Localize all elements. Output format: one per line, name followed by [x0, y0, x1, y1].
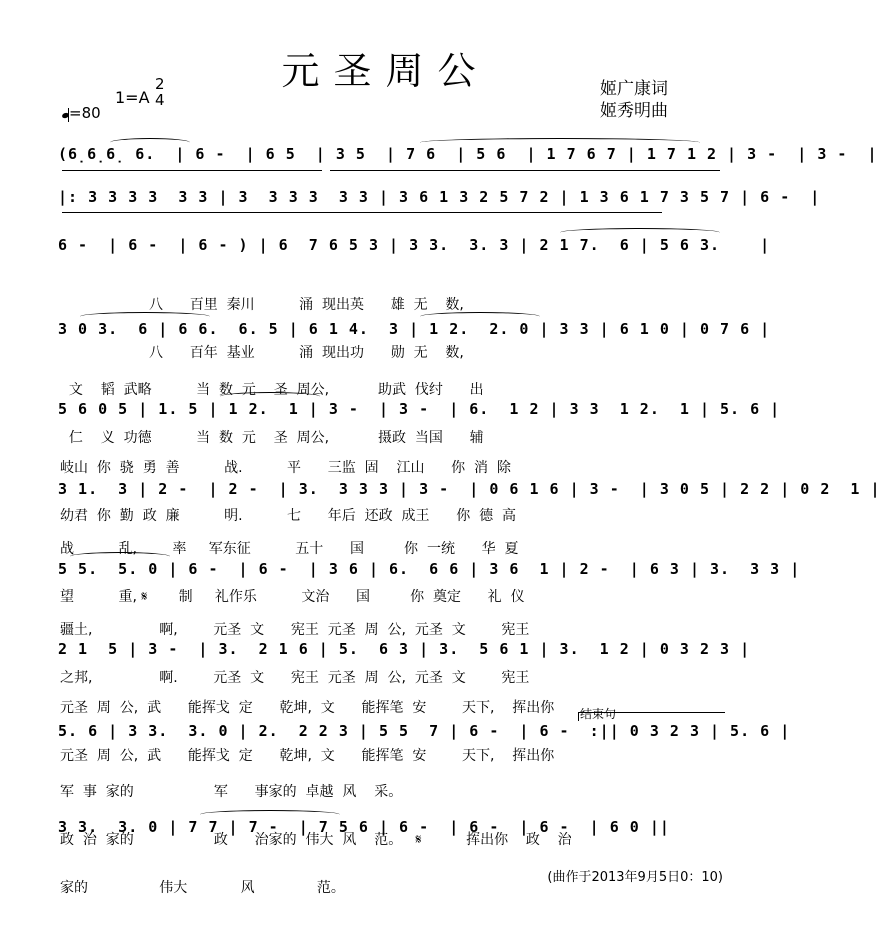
slur-mark	[110, 138, 190, 147]
lyric-verse-2: 仁 义 功德 当 数 元 圣 周公, 摄政 当国 辅	[60, 430, 484, 446]
notation-line-9: 5. 6 | 3 3. 3. 0 | 2. 2 2 3 | 5 5 7 | 6 - | 6 - :|| 0 3 2 3 | 5. 6 |	[58, 722, 791, 740]
slur-mark	[560, 228, 720, 237]
notation-line-6: 3 1. 3 | 2 - | 2 - | 3. 3 3 3 | 3 - | 0 6 1 6 | 3 - | 3 0 5 | 2 2 | 0 2 1 |	[58, 480, 881, 498]
notation-line-3: 6 - | 6 - | 6 - ) | 6 7 6 5 3 | 3 3. 3. 3 | 2 1 7. 6 | 5 6 3. |	[58, 236, 771, 254]
lyric-verse-2: 望 重, 𝄋 制 礼作乐 文治 国 你 奠定 礼 仪	[60, 589, 525, 605]
notation-line-4: 3 0 3. 6 | 6 6. 6. 5 | 6 1 4. 3 | 1 2. 2. 0 | 3 3 | 6 1 0 | 0 7 6 |	[58, 320, 771, 338]
composer: 姬秀明曲	[600, 101, 668, 121]
beam-underline	[62, 170, 322, 171]
lyric-verse-1: 疆土, 啊, 元圣 文 宪王 元圣 周 公, 元圣 文 宪王	[60, 622, 530, 638]
lyric-verse-1: 元圣 周 公, 武 能挥戈 定 乾坤, 文 能挥笔 安 天下, 挥出你	[60, 700, 555, 716]
beam-underline	[62, 212, 662, 213]
notation-line-8: 2 1 5 | 3 - | 3. 2 1 6 | 5. 6 3 | 3. 5 6 1 | 3. 1 2 | 0 3 2 3 |	[58, 640, 751, 658]
notation-line-2: |: 3 3 3 3 3 3 | 3 3 3 3 3 3 | 3 6 1 3 2 5 7 2 | 1 3 6 1 7 3 5 7 | 6 - |	[58, 188, 821, 206]
lyric-verse-1: 岐山 你 骁 勇 善 战. 平 三监 固 江山 你 消 除	[60, 460, 511, 476]
lyric-verse-1: 战 乱, 率 军东征 五十 国 你 一统 华 夏	[60, 541, 519, 557]
lyric-verse-2: 之邦, 啊. 元圣 文 宪王 元圣 周 公, 元圣 文 宪王	[60, 670, 530, 686]
notation-line-5: 5 6 0 5 | 1. 5 | 1 2. 1 | 3 - | 3 - | 6. 1 2 | 3 3 1 2. 1 | 5. 6 |	[58, 400, 781, 418]
lyric-verse-2: 政 治 家的 政 治家的 伟大 风 范。 𝄋 挥出你 政 治	[60, 832, 572, 848]
meter-bottom: 4	[155, 91, 165, 109]
slur-mark	[420, 138, 700, 147]
lyric-verse-2: 幼君 你 勤 政 廉 明. 七 年后 还政 成王 你 德 高	[60, 508, 517, 524]
tempo-marking: =80	[62, 104, 101, 122]
meter-top: 2	[155, 75, 165, 93]
lyric-verse-1: 家的 伟大 风 范。	[60, 880, 345, 896]
beam-underline	[330, 170, 720, 171]
lyric-verse-2: 元圣 周 公, 武 能挥戈 定 乾坤, 文 能挥笔 安 天下, 挥出你	[60, 748, 555, 764]
lyric-verse-2: 八 百年 基业 涌 现出功 勋 无 数,	[60, 345, 464, 361]
song-title: 元圣周公	[281, 49, 490, 93]
notation-line-10: 3 3. 3. 0 | 7 7 | 7 - | 7 5 6 | 6 - | 6 - | 6 - | 6 0 ||	[58, 818, 670, 836]
time-signature	[155, 76, 165, 108]
notation-line-7: 5 5. 5. 0 | 6 - | 6 - | 3 6 | 6. 6 6 | 3 6 1 | 2 - | 6 3 | 3. 3 3 |	[58, 560, 801, 578]
lyricist: 姬广康词	[600, 79, 668, 99]
composition-date: (曲作于2013年9月5日0：10)	[547, 870, 723, 885]
lyric-verse-1: 八 百里 秦川 涌 现出英 雄 无 数,	[60, 297, 464, 313]
ending-label: 结束句	[580, 707, 617, 721]
lyric-verse-1: 军 事 家的 军 事家的 卓越 风 采。	[60, 784, 403, 800]
notation-line-1: (6̣6̣6̣ 6. | 6 - | 6 5 | 3 5 | 7 6 | 5 6 | 1 7 6 7 | 1 7 1 2 | 3 - | 3 - |	[58, 145, 878, 163]
lyric-verse-1: 文 韬 武略 当 数 元 圣 周公, 助武 伐纣 出	[60, 382, 484, 398]
key-signature: 1=A	[115, 88, 150, 107]
